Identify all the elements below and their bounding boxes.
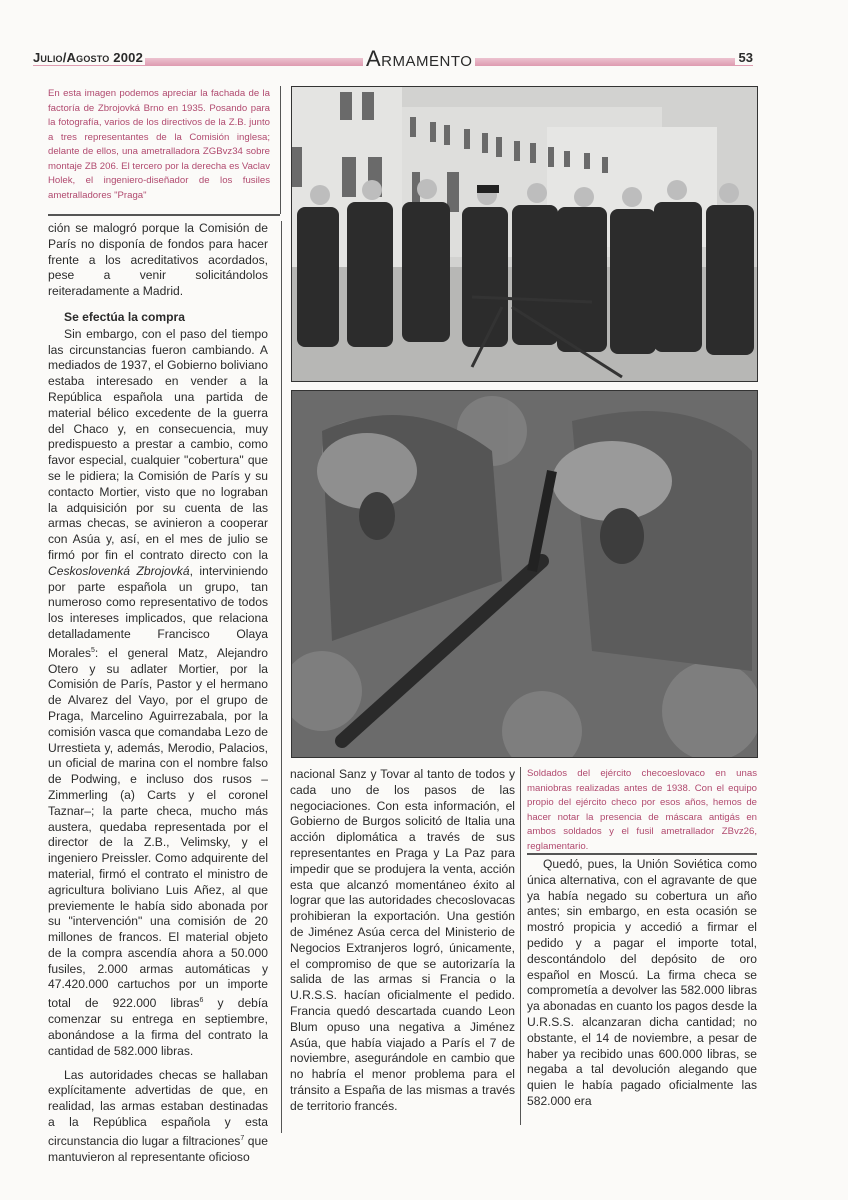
- section-title: Armamento: [363, 46, 475, 72]
- text-run: : el general Matz, Alejandro Otero y su adlater Mortier, por la Comisión de París, Pastor y el hermano de Alvarez del Vayo, por el grupo de Praga, Marcelino Aguirrezabala, por la comisión vasca que comandaba Lezo de Urrestieta y, además, Merodio, Palacios, un oficial de marina con el nombre falso de Podwing, e incluso dos rusos –Zimmerling (a) Carts y el coronel Taznar–; la parte checa, mucho más austera, quedaba representada por el director de la Z.B., Velimsky, y el ingeniero Preissler. Como adquirente del material, firmó el contrato el ministro de agricultura boliviano Luis Añez, al que previemente le había sido abonada por su "intervención" una comisión de 20 millones de francos. El material objeto de la compra ascendía ahora a 50.000 fusiles, 2.000 armas automáticas y 47.420.000 cartuchos por un importe total de 922.000 libras: [48, 645, 268, 1011]
- text-run: , interviniendo por parte española un grupo, tan numeroso como representativo de todos los intereses implicados, que relaciona detalladamente Francisco Olaya Morales: [48, 563, 268, 660]
- company-name: Ceskoslovenká Zbrojovká: [48, 563, 190, 578]
- factory-photo-caption: [48, 87, 270, 203]
- caption-text: En esta imagen podemos apreciar la fachada de la factoría de Zbrojovká Brno en 1935. Posando para la fotografía, varios de los directivos de la Z.B. junto a tres representantes de la Comisión inglesa; delante de ellos, una ametralladora ZGBvz34 sobre montaje ZB 206. El tercero por la derecha es Vaclav Holek, el ingeniero-diseñador de los fusiles ametralladores "Praga": [48, 88, 270, 201]
- paragraph: nacional Sanz y Tovar al tanto de todos y cada uno de los pasos de las negociaciones. Con esta información, el Gobierno de Burgos solicitó de Italia una acción diplomática a través de sus representantes en Praga y La Paz para impedir que se produjera la venta, acción esta que alcanzó momentáneo éxito al lograr que las autoridades checoslovacas prohibieran la exportación. Una gestión de Jiménez Asúa cerca del Ministerio de Negocios Extranjeros logró, únicamente, el compromiso de que se autorizaría la salida de las armas si Francia o la U.R.S.S. hacían oficialmente el pedido. Francia quedó descartada cuando Leon Blum opuso una negativa a Jiménez Asúa, que había viajado a París el 7 de noviembre, asegurándole en cambio que no habría el menor problema para el tránsito a España de las mismas a través de territorio francés.: [290, 767, 515, 1113]
- paragraph: Quedó, pues, la Unión Soviética como única alternativa, con el agravante de que ya había negado su cobertura un año antes; sin embargo, en esta ocasión se mostró propicia y accedió a firmar el pedido y a pagar el importe total, descontándolo del depósito de oro español en Moscú. La firma checa se comprometía a devolver las 582.000 libras ya abonadas en cuanto los pagos desde la U.R.S.S. alcanzaran dicha cantidad; no obstante, el 14 de noviembre, a pesar de haber ya recibido unas 600.000 libras, se negaba a tal devolución alegando que quien le había pagado oficialmente las 582.000 era: [527, 857, 757, 1108]
- text-run: y debía comenzar su entrega en septiembre, abonándose a la firma del contrato la cantidad de 582.000 libras.: [48, 996, 268, 1058]
- page-header: [33, 46, 753, 71]
- soldiers-photo: [291, 390, 758, 758]
- intro-paragraph: ción se malogró porque la Comisión de París no disponía de fondos para hacer frente a los acreditativos acordados, pese a venir solicitándolos reiteradamente a Madrid.: [48, 221, 268, 299]
- caption-divider-vertical: [280, 86, 281, 214]
- text-run: Sin embargo, con el paso del tiempo las circunstancias fueron cambiando. A mediados de 1937, el Gobierno boliviano estaba interesado en vender a la República española una partida de material bélico excedente de la guerra del Chaco y, en consecuencia, muy predispuesto a prestar a cambio, como favor especial, cualquier "cobertura" que se le pidiera; la Comisión de París y su contacto Mortier, visto que no lograban la adquisición por su cuenta de las armas checas, se avinieron a cooperar con Asúa y, así, en el mes de julio se firmó por fin el contrato directo con la: [48, 326, 268, 562]
- footnote-ref: 5: [91, 646, 95, 654]
- column-divider: [520, 767, 521, 1125]
- article-column-3: [527, 857, 757, 1110]
- paragraph: [48, 327, 268, 1060]
- text-run: que mantuvieron al representante oficioso: [48, 1133, 268, 1164]
- factory-photo-illustration: [292, 87, 757, 381]
- article-column-2: [290, 767, 515, 1115]
- section-subheading: Se efectúa la compra: [64, 309, 185, 324]
- article-column-1: [48, 221, 268, 1165]
- footnote-ref: 6: [199, 997, 204, 1005]
- factory-photo: [291, 86, 758, 382]
- caption-text: Soldados del ejército checoeslovaco en unas maniobras realizadas antes de 1938. Con el equipo propio del ejército checo por esos años, hemos de hacer notar la presencia de máscara antigás en ambos soldados y el fusil ametrallador ZBvz26, reglamentario.: [527, 768, 757, 852]
- footnote-ref: 7: [240, 1134, 245, 1142]
- soldiers-photo-illustration: [292, 391, 757, 757]
- caption-divider-horizontal: [48, 214, 280, 216]
- paragraph: [48, 1068, 268, 1166]
- issue-date: Julio/Agosto 2002: [33, 50, 143, 65]
- column-divider: [281, 221, 282, 1133]
- soldiers-photo-caption: [527, 767, 757, 854]
- page-number: 53: [735, 50, 753, 65]
- text-run: Las autoridades checas se hallaban explícitamente advertidas de que, en realidad, las armas estaban destinadas a la República española y esta circunstancia dio lugar a filtraciones: [48, 1067, 268, 1148]
- caption-divider-horizontal: [527, 853, 757, 855]
